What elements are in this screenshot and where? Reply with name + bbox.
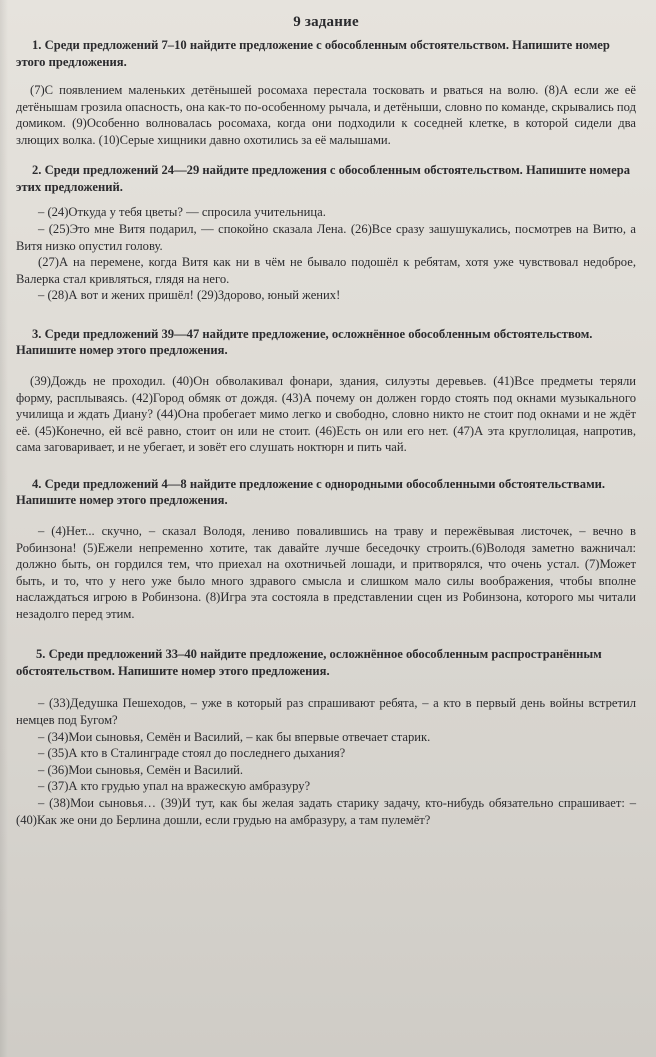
task-1-paragraph-1: (7)С появлением маленьких детёнышей росомаха перестала тосковать и рваться на волю. (8)А если же её детёнышам грозила опасность, она как-то по-особенному рычала, и детёныши, словно по команде, скрывались под домиком. (9)Особенно волновалась росомаха, когда они подходили к соседней клетке, в которой сидели два злющих волка. (10)Серые хищники давно охотились за её малышами. bbox=[16, 83, 636, 147]
task-2 bbox=[16, 162, 636, 304]
task-3-question bbox=[16, 326, 636, 359]
task-2-paragraph-1: – (24)Откуда у тебя цветы? — спросила учительница. bbox=[38, 205, 326, 220]
task-5-paragraph-2: – (34)Мои сыновья, Семён и Василий, – как бы впервые отвечает старик. bbox=[38, 729, 431, 744]
task-5-paragraph-1: – (33)Дедушка Пешеходов, – уже в который раз спрашивают ребята, – а кто в первый день войны встретил немцев под Бугом? bbox=[16, 696, 636, 728]
task-5 bbox=[16, 646, 636, 828]
task-2-paragraph-2: – (25)Это мне Витя подарил, — спокойно сказала Лена. (26)Все сразу зашушукались, посмотрев на Витю, а Витя низко опустил голову. bbox=[16, 221, 636, 253]
task-4 bbox=[16, 476, 636, 623]
task-3-paragraph-1: (39)Дождь не проходил. (40)Он обволакивал фонари, здания, силуэты деревьев. (41)Все предметы теряли форму, расплываясь. (42)Город обмяк от дождя. (43)А почему он должен гордо стоять под окнами музыкального училища и ждать Диану? (44)Она пробегает мимо легко и свободно, словно никто не стоит под окнами и не ждёт её. (45)Конечно, ей всё равно, стоит он или не стоит. (46)Есть он или его нет. (47)А эта круглолицая, напротив, сама заговаривает, и не убегает, и зовёт его слушать ноктюрн и пить чай. bbox=[16, 373, 636, 455]
task-1 bbox=[16, 37, 636, 148]
task-2-paragraph-4: – (28)А вот и жених пришёл! (29)Здорово, юный жених! bbox=[38, 288, 341, 303]
task-4-number: 4. bbox=[32, 476, 42, 491]
task-5-paragraph-4: – (36)Мои сыновья, Семён и Василий. bbox=[38, 762, 244, 777]
task-2-question bbox=[16, 162, 636, 195]
task-3-question-text: Среди предложений 39—47 найдите предложение, осложнённое обособленным обстоятельством. Напишите номер этого предложения. bbox=[16, 326, 593, 358]
task-5-question bbox=[16, 646, 636, 679]
task-5-paragraph-5: – (37)А кто грудью упал на вражескую амбразуру? bbox=[38, 779, 311, 794]
task-5-number: 5. bbox=[36, 647, 46, 662]
task-4-question bbox=[16, 476, 636, 509]
task-2-paragraph-3: (27)А на перемене, когда Витя как ни в чём не бывало подошёл к ребятам, хотя уже чувствовал недоброе, Валерка стал кривляться, глядя на него. bbox=[16, 255, 636, 286]
page-shadow bbox=[0, 0, 8, 1057]
page-title: 9 задание bbox=[293, 14, 359, 30]
task-1-question-text: Среди предложений 7–10 найдите предложение с обособленным обстоятельством. Напишите номер этого предложения. bbox=[16, 38, 610, 69]
task-3-number: 3. bbox=[32, 326, 42, 341]
task-1-number: 1. bbox=[32, 38, 42, 52]
task-5-paragraph-3: – (35)А кто в Сталинграде стоял до последнего дыхания? bbox=[38, 746, 346, 761]
task-2-number: 2. bbox=[32, 163, 42, 178]
task-4-question-text: Среди предложений 4—8 найдите предложение с однородными обособленными обстоятельствами. Напишите номер этого предложения. bbox=[16, 476, 606, 508]
task-4-paragraph-1: – (4)Нет... скучно, – сказал Володя, лениво повалившись на траву и пережёвывая листочек, – вечно в Робинзона! (5)Ежели непременно хотите, так давайте лучше беседочку строить.(6)Володя заметно важничал: должно быть, он гордился тем, что приехал на охотничьей лошади, и притворялся, что очень устал. (7)Может быть, и то, что у него уже было много здравого смысла и слишком мало силы воображения, чтобы вполне наслаждаться игрою в Робинзона. (8)Игра эта состояла в представлении сцен из Робинзона, которого мы читали незадолго перед этим. bbox=[16, 523, 636, 621]
task-3 bbox=[16, 326, 636, 456]
task-1-question bbox=[16, 37, 636, 70]
task-2-question-text: Среди предложений 24—29 найдите предложения с обособленным обстоятельством. Напишите номера этих предложений. bbox=[16, 163, 630, 194]
task-5-question-text: Среди предложений 33–40 найдите предложение, осложнённое обособленным распространённым обстоятельством. Напишите номер этого предложения. bbox=[16, 647, 602, 678]
task-5-paragraph-6: – (38)Мои сыновья… (39)И тут, как бы желая задать старику задачу, кто-нибудь обязательно спрашивает: – (40)Как же они до Берлина дошли, если грудью на амбразуру, а там пулемёт? bbox=[16, 796, 636, 827]
